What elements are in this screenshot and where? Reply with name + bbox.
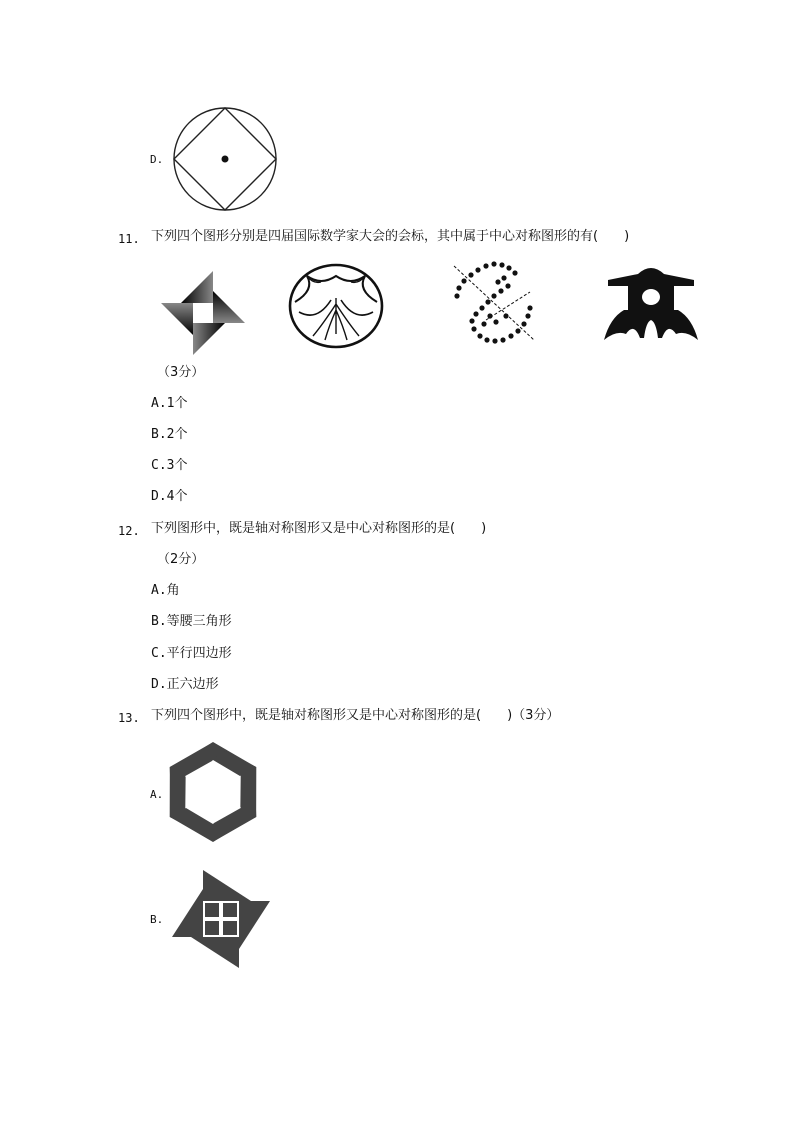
q12-option-c[interactable]: C.平行四边形 xyxy=(151,646,232,661)
q12-option-d[interactable]: D.正六边形 xyxy=(151,677,219,692)
q13-text: 下列四个图形中，既是轴对称图形又是中心对称图形的是( )（3分） xyxy=(151,708,560,723)
q12-score: （2分） xyxy=(157,552,205,567)
q13-option-b-label[interactable]: B. xyxy=(150,913,164,926)
q12-option-a[interactable]: A.角 xyxy=(151,583,180,598)
triangle-pinwheel-figure xyxy=(168,866,274,972)
q13-number: 13. xyxy=(118,711,140,725)
q11-option-c[interactable]: C.3个 xyxy=(151,458,188,473)
q11-option-d[interactable]: D.4个 xyxy=(151,489,188,504)
pinwheel-emblem-figure xyxy=(158,268,248,358)
dotted-spiral-emblem-figure xyxy=(446,258,542,348)
hexagon-spiral-figure xyxy=(165,740,261,844)
q11-option-b[interactable]: B.2个 xyxy=(151,427,188,442)
q11-text: 下列四个图形分别是四届国际数学家大会的会标，其中属于中心对称图形的有( ) xyxy=(151,229,630,244)
q10-option-d-label: D. xyxy=(150,153,164,166)
q11-number: 11. xyxy=(118,232,140,246)
q12-text: 下列图形中，既是轴对称图形又是中心对称图形的是( ) xyxy=(151,521,487,536)
circle-with-inscribed-square-figure xyxy=(172,106,278,212)
q11-option-a[interactable]: A.1个 xyxy=(151,396,188,411)
q11-score: （3分） xyxy=(157,365,205,380)
q12-option-b[interactable]: B.等腰三角形 xyxy=(151,614,232,629)
q13-option-a-label[interactable]: A. xyxy=(150,788,164,801)
lantern-emblem-figure xyxy=(602,260,700,344)
circle-arcs-emblem-figure xyxy=(287,262,385,350)
q12-number: 12. xyxy=(118,524,140,538)
